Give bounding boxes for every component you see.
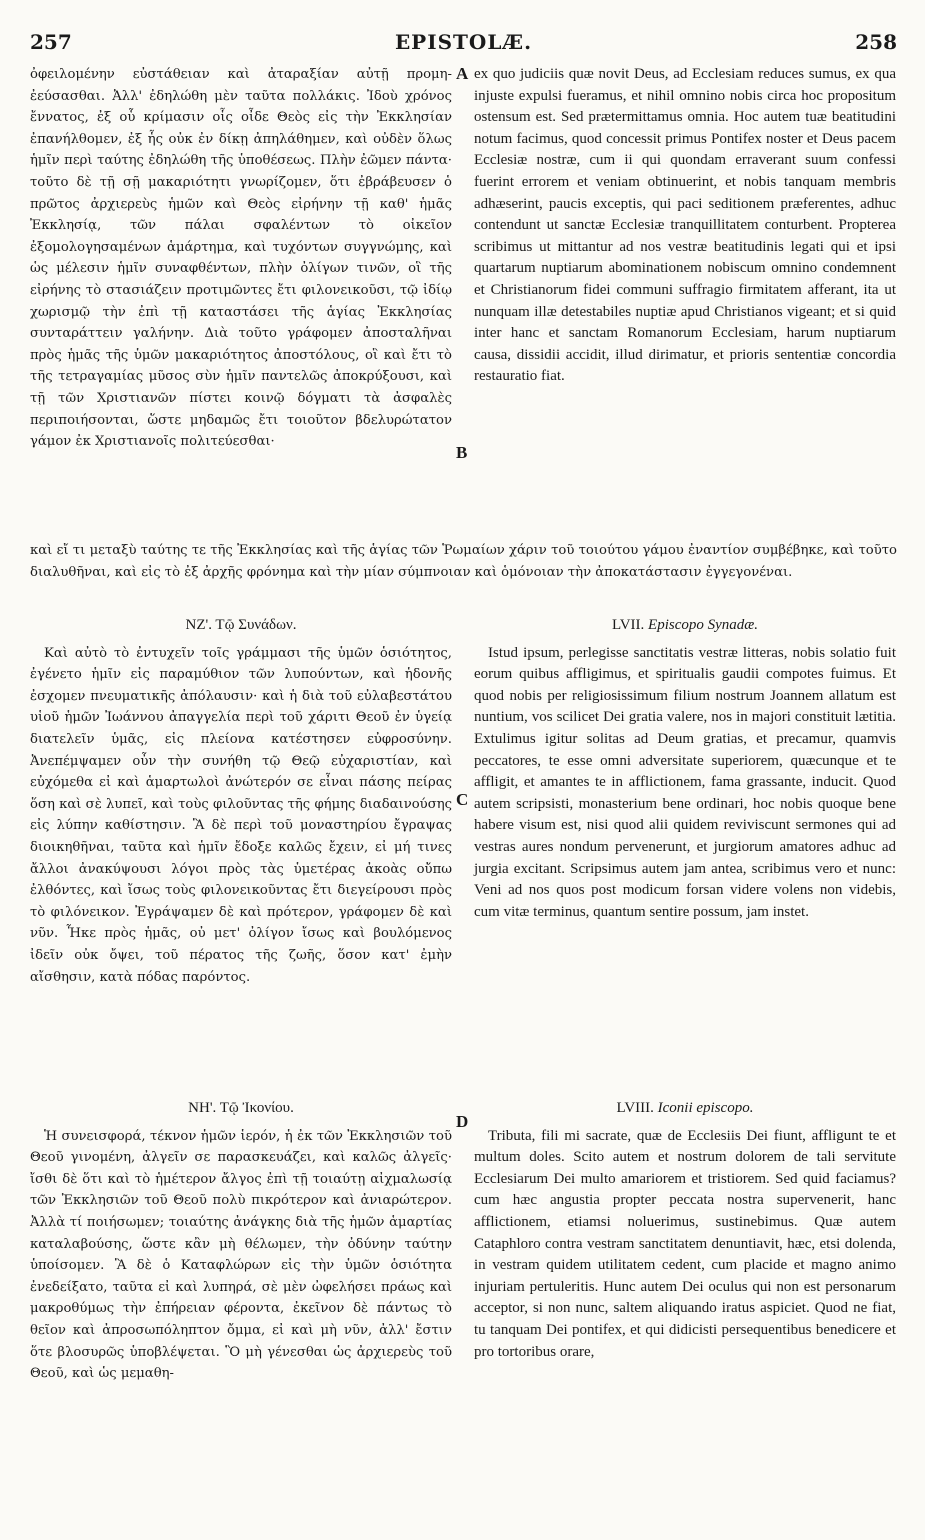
running-header [30,30,897,56]
greek-paragraph-57: Καὶ αὐτὸ τὸ ἐντυχεῖν τοῖς γράμμασι τῆς ὑμῶν ὁσιότητος, ἐγένετο ἡμῖν εἰς παραμύθιον τῶν λυπούντων, καὶ ἡδονῆς ἐσχομεν πνευματικῆς ἀπόλαυσιν· καὶ ἡ διὰ τοῦ εὐλαβεστάτου υἱοῦ ἡμῶν Ἰωάννου ἀπαγγελία περὶ τοῦ χάριτι Θεοῦ ἐν ὑγείᾳ διατελεῖν ὑμᾶς, εἰς πλείονα κατέστησεν εὐφροσύνην. Ἀνεπέμψαμεν οὖν τὴν συνήθη τῷ Θεῷ εὐχαριστίαν, καὶ εὐχόμεθα εἰ καὶ ἁμαρτωλοὶ ἀνώτερόν σε εἶναι πάσης πείρας ὅση καὶ σὲ λυπεῖ, καὶ τοὺς φιλοῦντας τῆς φήμης διαδαινούσης εἰς λύπην καθίστησιν. Ἃ δὲ περὶ τοῦ μοναστηρίου ἔγραψας διοικηθῆναι, ταῦτα καὶ ἡμῖν ἔδοξε καλῶς ἔχειν, εἰ μή τινες ἄλλοι ἀνακύψουσι λόγοι πρὸς τὰς ὑμετέρας ἀκοὰς οὔπω ἐλθόντες, καὶ ἴσως τοὺς φιλονεικοῦντας ἔτι διεγείρουσι πρὸς τὸ φιλόνεικον. Ἐγράψαμεν δὲ καὶ πρότερον, γράφομεν δὲ καὶ νῦν. Ἧκε πρὸς ἡμᾶς, οὐ μετ' ὀλίγον ἴσως καὶ βουλόμενος ἰδεῖν οὐκ ὄψει, τοῦ πέρατος τῆς ζωῆς, ὅσον κατ' ἐμὴν αἴσθησιν, κατὰ πόδας παρόντος. [30,645,452,985]
greek-paragraph: ὀφειλομένην εὐστάθειαν καὶ ἀταραξίαν αὐτῇ προμη-ἐεύσασθαι. Ἀλλ' ἐδηλώθη μὲν ταῦτα πολλάκις. Ἰδοὺ χρόνος ἔννατος, ἐξ οὗ κρίμασιν οἷς οἶδε Θεὸς εἰς τὴν Ἐκκλησίαν ἐπανήλθομεν, ἐξ ἧς οὐκ ἐν δίκῃ ἀπηλάθημεν, καὶ οὐδὲν ὅλως ἡμῖν περὶ ταύτης ἐδηλώθη τῆς ὑποθέσεως. Πλὴν ἐῶμεν πάντα· τοῦτο δὲ τῇ σῇ μακαριότητι γνωρίζομεν, ὅτι ἐβράβευσεν ὁ πρῶτος ἀρχιερεὺς ἡμῶν καὶ Θεὸς εἰρήνην τῇ καθ' ἡμᾶς Ἐκκλησίᾳ, τῶν πάλαι σφαλέντων τὸ οἰκεῖον ἐξομολογησαμένων ἁμάρτημα, καὶ τυχόντων συγγνώμης, καὶ ὡς μέλεσιν ἡμῖν συναφθέντων, πλὴν ὀλίγων τινῶν, οἳ τῆς εἰρήνης τὸ στασιάζειν προτιμῶντες ἔτι φιλονεικοῦσι, τῷ ἰδίῳ χωρισμῷ τὴν ἐπὶ τῇ καταστάσει τῆς ἁγίας Ἐκκλησίας συνταράττειν γαλήνην. Διὰ τοῦτο γράφομεν ἀποσταλῆναι πρὸς ἡμᾶς τῆς ὑμῶν μακαριότητος ἀποστόλους, οἳ καὶ ἔτι τὸ τῆς τετραγαμίας μῦσος σὺν ἡμῖν παντελῶς ἀποκρύξουσι, καὶ τῇ τῶν Χριστιανῶν πίστει κοινῷ δόγματι τὰ ἀσφαλὲς περιποιήσονται, ὥστε μηδαμῶς ἔτι τοιοῦτον βδελυρώτατον γάμον ἐκ Χριστιανοῖς πολιτεύεσθαι· [30,67,452,450]
latin-column-letter-58 [474,1098,896,1363]
latin-heading-58-number: LVIII. [616,1100,654,1116]
greek-paragraph-58: Ἡ συνεισφορά, τέκνον ἡμῶν ἱερόν, ἡ ἐκ τῶν Ἐκκλησιῶν τοῦ Θεοῦ γινομένη, ἀλγεῖν σε παρασκευάζει, καὶ καλῶς ἀλγεῖς· ἴσθι δὲ ὅτι καὶ τὸ ἡμέτερον ἄλγος ἐπὶ τῇ τοιαύτῃ αἰχμαλωσίᾳ τῶν Ἐκκλησιῶν τοῦ Θεοῦ πολὺ πικρότερον καὶ ἀνιαρώτερον. Ἀλλὰ τί ποιήσωμεν; τοιαύτης ἀνάγκης διὰ τῆς ἡμῶν ἁμαρτίας καταλαβούσης, ὥστε κἂν μὴ θέλωμεν, τὴν ὀδύνην ταύτην ὑποίσομεν. Ἃ δὲ ὁ Καταφλώρων εἰς τὴν ὑμῶν ὁσιότητα ἐνεδείξατο, ταῦτα εἰ καὶ λυπηρά, σὲ μὲν ὠφελήσει πράως καὶ μακροθύμως τὴν ἐπήρειαν φέροντα, ἐκεῖνον δὲ πάντως τὸ θεῖον καὶ ἀπροσωπόληπτον ὄμμα, εἰ καὶ μὴ νῦν, ἀλλ' ἔστιν ὅτε βλοσυρῶς ὑποβλέψεται. Ὃ μὴ γένεσθαι ὡς ἀρχιερεὺς τοῦ Θεοῦ, καὶ ὡς μεμαθη- [30,1128,452,1382]
spanning-greek-text [30,540,897,583]
greek-column-top [30,64,452,453]
latin-heading-57-title: Episcopo Synadæ. [648,617,759,633]
page-number-right: 258 [855,30,897,54]
margin-marker-b: B [456,443,468,462]
latin-paragraph-57: Istud ipsum, perlegisse sanctitatis vestræ litteras, nobis solatio fuit eorum quibus affligimus, et spiritualis gaudii compotes fuimus. Et quod nobis per religiosissimum filium nostrum Joannem allatum est nuntium, vos scilicet Dei gratia valere, nos in majori constituit lætitia. Extulimus igitur solitas ad Deum gratias, et precamur, quamvis peccatores, te esse omni adversitate superiorem, quæcunque et te affligit, et amantes te in afflictionem, fama grassante, inducit. Quod autem scripsisti, monasterium bene ordinari, hoc nobis quoque bene habere visum est, nisi quod alii quidem reviviscunt sermones qui ad vestras aures nondum pervenerunt, et jurgiorum amatores adhuc ad jurgia excitant. Scripsimus autem jam antea, scribimus vero et nunc: Veni ad nos quos post modicum forsan videre volens non videbis, cum vitæ terminus, quantum sentire possum, jam instet. [474,644,896,920]
latin-paragraph-58: Tributa, fili mi sacrate, quæ de Ecclesiis Dei fiunt, affligunt te et multum doles. Scito autem et nostrum dolorem de tali servitute Ecclesiarum Dei multo amariorem et tristiorem. Sed quid faciamus? cum hæc angustia propter peccata nostra supervenerit, hanc afflictionem, etiamsi noluerimus, sustinebimus. Quæ autem Cataphloro contra vestram sanctitatem denuntiavit, hæc, etsi dolenda, in vestram quidem utilitatem cedent, cum placide et magno animo injuriam pertuleritis. Hunc autem Dei oculus qui non est personarum acceptor, si non nunc, saltem aliquando iratus aspiciet. Quod ne fiat, tu tanquam Dei pontifex, et qui didicisti persequentibus benedicere et pro tortoribus orare, [474,1127,896,1360]
latin-paragraph: ex quo judiciis quæ novit Deus, ad Ecclesiam reduces sumus, ex qua injuste expulsi fueramus, et nihil omnino nobis circa hoc propositum ostensum est. Sed prætermittamus omnia. Hoc autem tuæ beatitudini notum facimus, quod concessit primus Pontifex noster et Deus pacem Ecclesiæ nostræ, cum ii qui quondam erraverant suum confessi fuerint errorem et veniam obtinuerint, et nobis tanquam membris adhæserint, paucis exceptis, qui paci seditionem præferentes, adhuc contendunt ut sanctæ Ecclesiæ tranquillitatem conturbent. Propterea scribimus ut mittantur ad nos vestræ beatitudinis legati qui et ipsi quartarum nuptiarum abominationem nobiscum omnino condemnent et Christianorum fidei communi suffragio firmitatem afferant, ita ut nunquam illæ detestabiles nuptiæ apud Christianos vigeant; et si quid inter hanc et sanctam Romanorum Ecclesiam, harum nuptiarum causa, dissidii accidit, illud dirimatur, et prioris sententiæ concordia restauratio fiat. [474,66,896,385]
running-title: EPISTOLÆ. [394,30,533,54]
latin-heading-57-number: LVII. [611,617,645,633]
latin-column-top [474,64,896,388]
spanning-paragraph: καὶ εἴ τι μεταξὺ ταύτης τε τῆς Ἐκκλησίας καὶ τῆς ἁγίας τῶν Ῥωμαίων χάριν τοῦ τοιούτου γάμου ἐναντίον συμβέβηκε, καὶ τοῦτο διαλυθῆναι, καὶ εἰς τὸ ἐξ ἀρχῆς φρόνημα καὶ τὴν μίαν σύμπνοιαν καὶ ὁμόνοιαν τὴν ἀποκατάστασιν ἐγγεγονέναι. [30,543,897,580]
greek-heading-57: ΝΖ'. Τῷ Συνάδων. [185,617,297,633]
latin-heading-58 [474,1098,896,1120]
latin-heading-58-title: Iconii episcopo. [657,1100,754,1116]
greek-heading-58: ΝΗ'. Τῷ Ἰκονίου. [188,1100,294,1116]
margin-marker-d: D [456,1112,469,1131]
greek-column-letter-57 [30,615,452,988]
page-number-left: 257 [30,30,72,54]
margin-marker-a: A [456,64,469,83]
latin-heading-57 [474,615,896,637]
greek-column-letter-58 [30,1098,452,1385]
latin-column-letter-57 [474,615,896,923]
margin-marker-c: C [456,790,469,809]
